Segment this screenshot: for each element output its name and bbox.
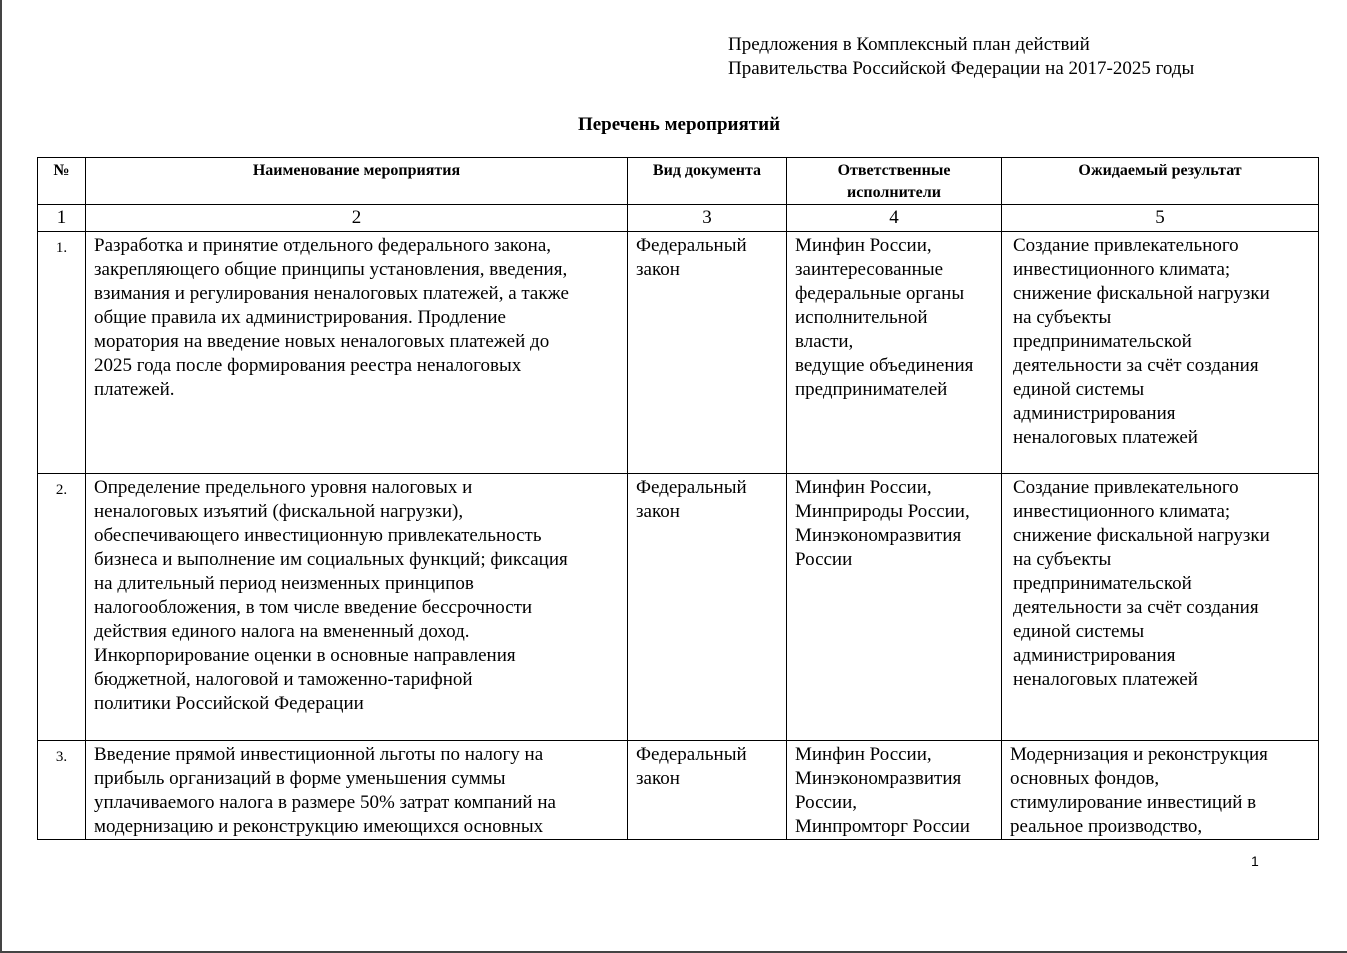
row-number: 3. (38, 741, 86, 840)
result-cell (1002, 232, 1319, 474)
header-cell-number: № (38, 158, 86, 205)
cell-line: платежей. (94, 379, 175, 400)
cell-line: предпринимательской (1013, 331, 1192, 352)
cell-line: единой системы (1013, 621, 1145, 642)
cell-line: 2025 года после формирования реестра неналоговых (94, 355, 522, 376)
column-number: 4 (787, 205, 1002, 232)
table-row (38, 474, 1319, 741)
column-number: 5 (1002, 205, 1319, 232)
table-row (38, 741, 1319, 840)
executors-cell (787, 741, 1002, 840)
doc-type-cell (628, 232, 787, 474)
cell-line: Минэкономразвития (795, 768, 962, 789)
executors-cell (787, 474, 1002, 741)
cell-line: взимания и регулирования неналоговых платежей, а также (94, 283, 569, 304)
cell-line: предпринимательской (1013, 573, 1192, 594)
cell-line: закон (636, 259, 680, 280)
cell-line: Минфин России, (795, 744, 932, 765)
cell-line: уплачиваемого налога в размере 50% затрат компаний на (94, 792, 556, 813)
result-cell (1002, 741, 1319, 840)
cell-line: закон (636, 501, 680, 522)
cell-line: на субъекты (1013, 549, 1112, 570)
row-number: 1. (38, 232, 86, 474)
cell-line: реальное производство, (1010, 816, 1203, 837)
cell-line: обеспечивающего инвестиционную привлекательность (94, 525, 542, 546)
cell-line: неналоговых платежей (1013, 427, 1198, 448)
cell-line: Модернизация и реконструкция (1010, 744, 1268, 765)
cell-line: неналоговых платежей (1013, 669, 1198, 690)
cell-line: Минпромторг России (795, 816, 970, 837)
cell-line: исполнительной (795, 307, 928, 328)
cell-line: Определение предельного уровня налоговых и (94, 477, 473, 498)
cell-line: федеральные органы (795, 283, 965, 304)
measure-name-cell (86, 741, 628, 840)
cell-line: стимулирование инвестиций в (1010, 792, 1257, 813)
cell-line: деятельности за счёт создания (1013, 597, 1259, 618)
cell-line: на длительный период неизменных принципов (94, 573, 474, 594)
cell-line: Инкорпорирование оценки в основные направления (94, 645, 516, 666)
executors-cell (787, 232, 1002, 474)
measure-name-cell (86, 474, 628, 741)
cell-line: снижение фискальной нагрузки (1013, 283, 1270, 304)
column-number: 2 (86, 205, 628, 232)
table-header-row (38, 158, 1319, 205)
header-cell-doc-type: Вид документа (628, 158, 787, 205)
cell-line: Создание привлекательного (1013, 477, 1239, 498)
cell-line: моратория на введение новых неналоговых платежей до (94, 331, 550, 352)
header-note-line-2: Правительства Российской Федерации на 2017-2025 годы (728, 58, 1195, 79)
cell-line: России (795, 549, 853, 570)
header-cell-name: Наименование мероприятия (86, 158, 628, 205)
column-numbers-row (38, 205, 1319, 232)
cell-line: инвестиционного климата; (1013, 259, 1231, 280)
cell-line: Минприроды России, (795, 501, 970, 522)
cell-line: снижение фискальной нагрузки (1013, 525, 1270, 546)
row-number: 2. (38, 474, 86, 741)
cell-line: прибыль организаций в форме уменьшения суммы (94, 768, 506, 789)
measure-name-cell (86, 232, 628, 474)
cell-line: Федеральный (636, 235, 747, 256)
header-note (728, 33, 1194, 81)
cell-line: Минфин России, (795, 477, 932, 498)
page-title: Перечень мероприятий (577, 114, 781, 135)
cell-line: ведущие объединения (795, 355, 974, 376)
cell-line: Минфин России, (795, 235, 932, 256)
cell-line: России, (795, 792, 858, 813)
cell-line: модернизацию и реконструкцию имеющихся основных (94, 816, 544, 837)
cell-line: деятельности за счёт создания (1013, 355, 1259, 376)
cell-line: Федеральный (636, 744, 747, 765)
cell-line: налогообложения, в том числе введение бессрочности (94, 597, 533, 618)
cell-line: общие правила их администрирования. Продление (94, 307, 506, 328)
column-number: 1 (38, 205, 86, 232)
cell-line: инвестиционного климата; (1013, 501, 1231, 522)
cell-line: действия единого налога на вмененный доход. (94, 621, 470, 642)
table-row (38, 232, 1319, 474)
page-number: 1 (1251, 853, 1259, 869)
doc-type-cell (628, 741, 787, 840)
cell-line: администрирования (1013, 645, 1176, 666)
cell-line: власти, (795, 331, 854, 352)
cell-line: Введение прямой инвестиционной льготы по налогу на (94, 744, 544, 765)
cell-line: Создание привлекательного (1013, 235, 1239, 256)
cell-line: заинтересованные (795, 259, 944, 280)
measures-table (37, 157, 1319, 840)
cell-line: закрепляющего общие принципы установления, введения, (94, 259, 568, 280)
result-cell (1002, 474, 1319, 741)
doc-type-cell (628, 474, 787, 741)
cell-line: неналоговых изъятий (фискальной нагрузки), (94, 501, 464, 522)
cell-line: на субъекты (1013, 307, 1112, 328)
cell-line: закон (636, 768, 680, 789)
header-note-line-1: Предложения в Комплексный план действий (728, 34, 1090, 55)
header-cell-executors: Ответственные исполнители (787, 158, 1002, 205)
cell-line: Разработка и принятие отдельного федерального закона, (94, 235, 552, 256)
cell-line: политики Российской Федерации (94, 693, 364, 714)
cell-line: единой системы (1013, 379, 1145, 400)
cell-line: основных фондов, (1010, 768, 1160, 789)
cell-line: администрирования (1013, 403, 1176, 424)
cell-line: Федеральный (636, 477, 747, 498)
cell-line: бизнеса и выполнение им социальных функций; фиксация (94, 549, 568, 570)
column-number: 3 (628, 205, 787, 232)
cell-line: Минэкономразвития (795, 525, 962, 546)
cell-line: бюджетной, налоговой и таможенно-тарифной (94, 669, 473, 690)
cell-line: предпринимателей (795, 379, 948, 400)
header-cell-result: Ожидаемый результат (1002, 158, 1319, 205)
